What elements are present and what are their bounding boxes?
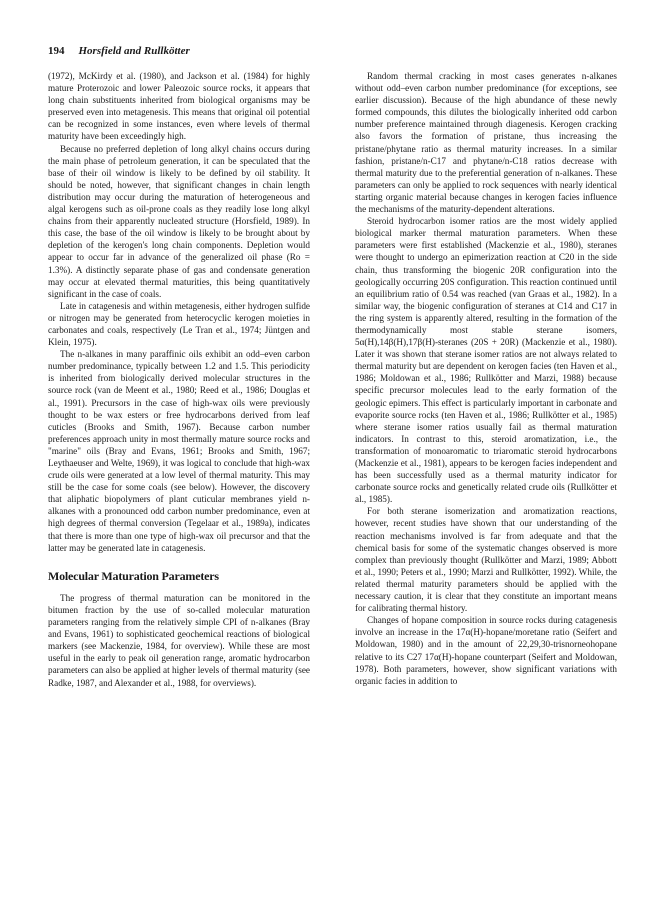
paragraph: Late in catagenesis and within metagenesis, either hydrogen sulfide or nitrogen may be generated from heterocyclic kerogen moieties in carbonates and coals, respectively (Le Tran et al., 1974; Jüntgen and Klein, 1975). bbox=[48, 300, 310, 348]
paragraph: The n-alkanes in many paraffinic oils exhibit an odd–even carbon number predominance, typically between 1.2 and 1.5. This periodicity is inherited from biologically derived molecular structures in the source rock (van de Meent et al., 1980; Reed et al., 1986; Douglas et al., 1991). Precursors in the case of high-wax oils were previously thought to be wax esters or free hydrocarbons derived from leaf cuticles (Brooks and Smith, 1967). Because carbon number preferences approach unity in most thermally mature source rocks and "marine" oils (Bray and Evans, 1961; Brooks and Smith, 1967; Leythaeuser and Welte, 1969), it was logical to conclude that high-wax crude oils were generated at a low level of thermal maturity. This may still be the case for some coals (see below). However, the discovery that aliphatic biopolymers of plant cuticular membranes yield n-alkanes with a pronounced odd carbon number predominance, even at high degrees of thermal conversion (Tegelaar et al., 1989a), indicates that there is more than one type of high-wax oil precursor and that the latter may be generated late in catagenesis. bbox=[48, 349, 310, 553]
paragraph: Steroid hydrocarbon isomer ratios are the most widely applied biological marker thermal maturation parameters. When these parameters were first established (Mackenzie et al., 1980), steranes were thought to undergo an epimerization reaction at C20 in the side chain, thus transforming the biogenic 20R configuration into the geologically occurring 20S configuration. This reaction continued until an equilibrium ratio of 0.54 was reached (van Graas et al., 1982). In a similar way, the biogenic configuration of steranes at C14 and C17 in the ring system is apparently altered, resulting in the formation of the thermodynamically most stable sterane isomers, 5α(H),14β(H),17β(H)-steranes (20S + 20R) (Mackenzie et al., 1980). Later it was shown that sterane isomer ratios are not always related to thermal maturity but are dependent on kerogen facies (ten Haven et al., 1986; Moldowan et al., 1986; Rullkötter and Marzi, 1988) because specific precursor molecules lead to the early formation of the geologic epimers. This effect is particularly important in carbonate and evaporite source rocks (ten Haven et al., 1986; Rullkötter et al., 1985) where sterane isomer ratios usually fail as thermal maturation indicators. In contrast to this, steroid aromatization, i.e., the transformation of monoaromatic to triaromatic steroid hydrocarbons (Mackenzie et al., 1981), appears to be kerogen facies independent and has been successfully used as a thermal maturity indicator for carbonate source rocks and genetically related crude oils (Rullkötter et al., 1985). bbox=[355, 216, 617, 505]
paragraph: Random thermal cracking in most cases generates n-alkanes without odd–even carbon number predominance (for exceptions, see earlier discussion). Because of the high abundance of these newly formed compounds, this dilutes the biologically inherited odd carbon number preference maintained through diagenesis. Kerogen cracking also favors the formation of pristane, thus increasing the pristane/phytane ratio as thermal maturity increases. In a similar fashion, pristane/n-C17 and phytane/n-C18 ratios decrease with thermal maturity due to the preferential generation of n-alkanes. These parameters can only be applied to rock sequences with nearly identical starting organic material because changes in kerogen facies influence the mechanisms of the maturity-dependent alterations. bbox=[355, 71, 617, 215]
running-title: Horsfield and Rullkötter bbox=[78, 45, 190, 57]
left-column bbox=[48, 70, 310, 689]
page-number: 194 bbox=[48, 45, 65, 57]
section-heading: Molecular Maturation Parameters bbox=[48, 568, 219, 583]
paragraph: For both sterane isomerization and aromatization reactions, however, recent studies have shown that our understanding of the reaction mechanisms involved is far from adequate and that the chemical basis for some of the systematic changes observed is more complex than previously thought (Rullkötter and Marzi, 1989; Abbott et al., 1990; Peters et al., 1990; Marzi and Rullkötter, 1992). While, the related thermal maturity parameters should be applied with the necessary caution, it is clear that they constitute an important means for calibrating thermal history. bbox=[355, 506, 617, 614]
paragraph: (1972), McKirdy et al. (1980), and Jackson et al. (1984) for highly mature Proterozoic and lower Paleozoic source rocks, it appears that long chain substituents inherited from biological organisms may be preserved even into metagenesis. This means that original oil potential can be recognized in some instances, even where levels of thermal maturity have been exceedingly high. bbox=[48, 71, 310, 142]
paragraph: The progress of thermal maturation can be monitored in the bitumen fraction by the use of so-called molecular maturation parameters ranging from the relatively simple CPI of n-alkanes (Bray and Evans, 1961) to sophisticated geochemical reactions of biological markers (see Mackenzie, 1984, for overview). While these are most useful in the early to peak oil generation range, aromatic hydrocarbon parameters can also be applied at higher levels of thermal maturity (see Radke, 1987, and Alexander et al., 1988, for overviews). bbox=[48, 592, 310, 688]
paragraph: Changes of hopane composition in source rocks during catagenesis involve an increase in the 17α(H)-hopane/moretane ratio (Seifert and Moldowan, 1980) and in the amount of 22,29,30-trisnorneohopane relative to its C27 17α(H)-hopane counterpart (Seifert and Moldowan, 1978). Both parameters, however, show significant variations with organic facies in addition to bbox=[355, 615, 617, 686]
right-column bbox=[355, 70, 617, 687]
paragraph: Because no preferred depletion of long alkyl chains occurs during the main phase of petroleum generation, it can be speculated that the base of their oil window is likely to be defined by oil stability. It should be noted, however, that significant changes in chain length distribution may occur during the maturation of heterogeneous and algal kerogens such as oil-prone coals as they readily lose long alkyl chains from their apparently nucleated structure (Horsfield, 1989). In this case, the base of the oil window is likely to be brought about by depletion of the kerogen's long chain components. Depletion would appear to occur far in advance of the generalized oil phase (Ro = 1.3%). A distinctly separate phase of gas and condensate generation may occur at elevated thermal maturities, this being quantitatively significant in the case of coals. bbox=[48, 143, 310, 299]
running-header bbox=[48, 45, 190, 57]
